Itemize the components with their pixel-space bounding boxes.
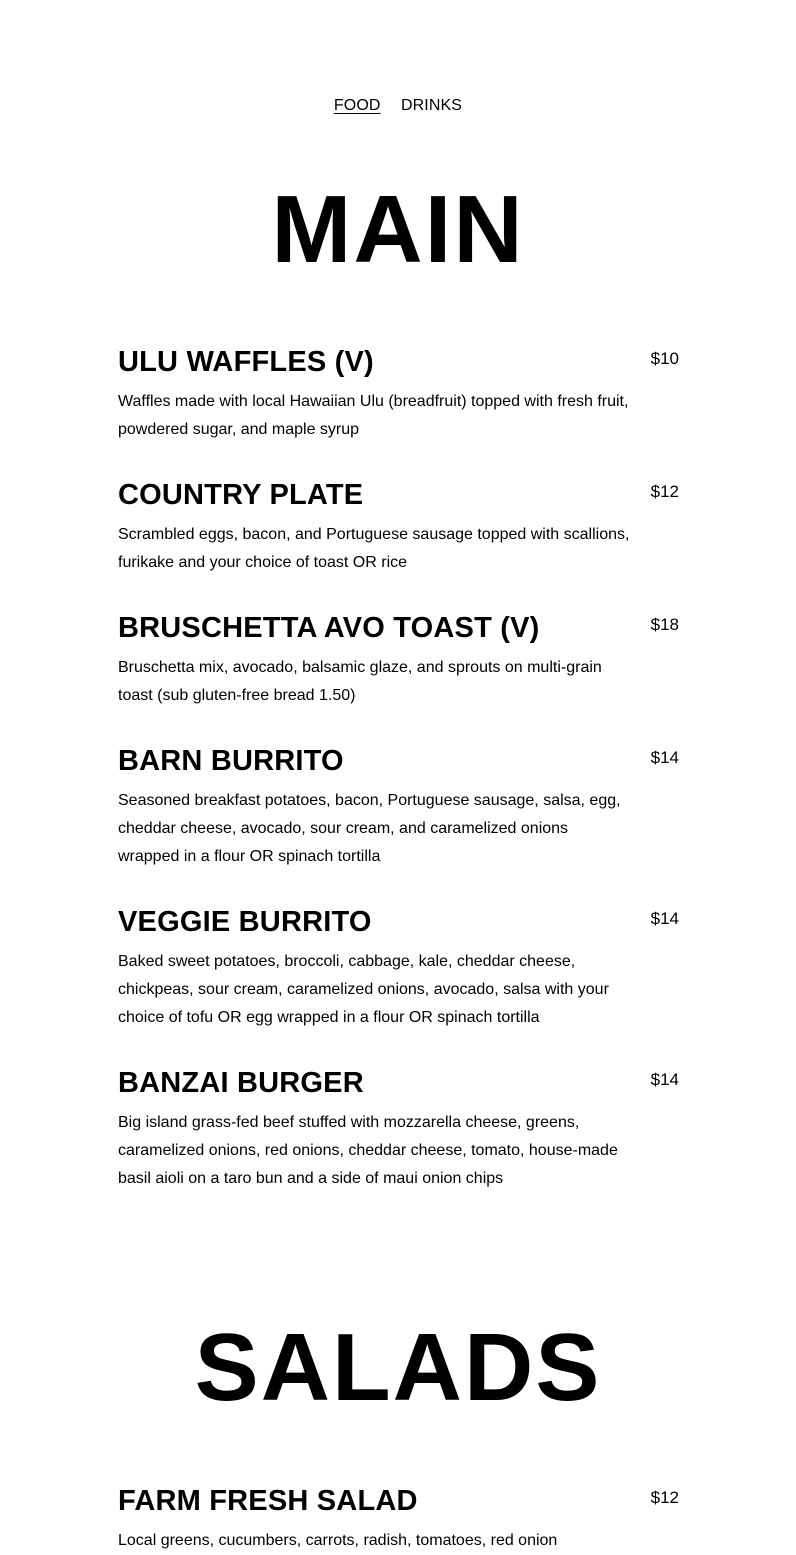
menu-item-name: VEGGIE BURRITO bbox=[118, 906, 372, 938]
menu-item-description: Bruschetta mix, avocado, balsamic glaze, and sprouts on multi-grain toast (sub gluten-free bread 1.50) bbox=[118, 659, 602, 704]
menu-item-name: BANZAI BURGER bbox=[118, 1067, 364, 1099]
menu-item bbox=[118, 1066, 679, 1193]
menu-item-description: Baked sweet potatoes, broccoli, cabbage, kale, cheddar cheese, chickpeas, sour cream, caramelized onions, avocado, salsa with your choice of tofu OR egg wrapped in a flour OR spinach tortilla bbox=[118, 953, 609, 1026]
section-title-main: MAIN bbox=[271, 176, 525, 283]
menu-item bbox=[118, 345, 679, 444]
menu-item bbox=[118, 611, 679, 710]
menu-item-name: BARN BURRITO bbox=[118, 745, 344, 777]
menu-item-description: Local greens, cucumbers, carrots, radish, tomatoes, red onion bbox=[118, 1532, 558, 1549]
menu-item-name: BRUSCHETTA AVO TOAST (V) bbox=[118, 612, 540, 644]
menu-item-name: COUNTRY PLATE bbox=[118, 479, 364, 511]
menu-item-price: $10 bbox=[650, 349, 679, 368]
menu-item-price: $14 bbox=[650, 748, 679, 767]
menu-item-description: Seasoned breakfast potatoes, bacon, Portuguese sausage, salsa, egg, cheddar cheese, avocado, sour cream, and caramelized onions wrapped in a flour OR spinach tortilla bbox=[118, 792, 621, 865]
menu-nav bbox=[0, 95, 796, 117]
menu-item-description: Scrambled eggs, bacon, and Portuguese sausage topped with scallions, furikake and your choice of toast OR rice bbox=[118, 526, 630, 571]
menu-item bbox=[118, 478, 679, 577]
menu-item bbox=[118, 744, 679, 871]
menu-item-price: $18 bbox=[650, 615, 679, 634]
menu-item-description: Waffles made with local Hawaiian Ulu (breadfruit) topped with fresh fruit, powdered sugar, and maple syrup bbox=[118, 393, 629, 438]
section-title-salads: SALADS bbox=[194, 1314, 602, 1421]
menu-item bbox=[118, 1484, 679, 1555]
menu-item-name: ULU WAFFLES (V) bbox=[118, 346, 374, 378]
menu-item-name: FARM FRESH SALAD bbox=[118, 1485, 418, 1517]
menu-item-price: $14 bbox=[650, 1070, 679, 1089]
menu-item-price: $14 bbox=[650, 909, 679, 928]
menu-item-description: Big island grass-fed beef stuffed with mozzarella cheese, greens, caramelized onions, red onions, cheddar cheese, tomato, house-made basil aioli on a taro bun and a side of maui onion chips bbox=[118, 1114, 618, 1187]
menu-item bbox=[118, 905, 679, 1032]
nav-link-drinks[interactable]: DRINKS bbox=[401, 97, 463, 114]
menu-item-price: $12 bbox=[650, 482, 679, 501]
nav-link-food[interactable]: FOOD bbox=[333, 97, 381, 114]
menu-item-price: $12 bbox=[650, 1488, 679, 1507]
